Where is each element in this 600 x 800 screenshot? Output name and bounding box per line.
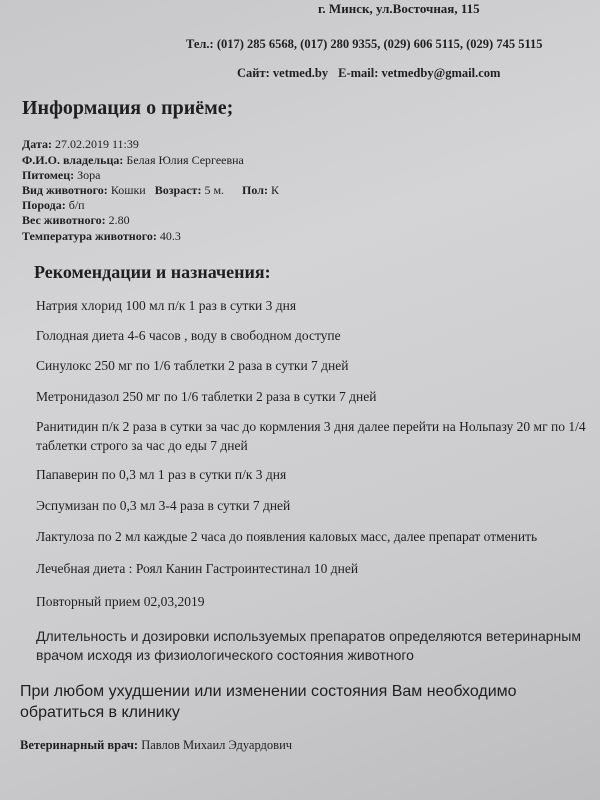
warning-notice: При любом ухудшении или изменении состояния Вам необходимо обратиться в клинику: [20, 683, 517, 721]
info-temperature: [22, 229, 181, 244]
dosage-note: Длительность и дозировки используемых препаратов определяются ветеринарным врачом исходя из физиологического состояния животного: [36, 628, 581, 663]
info-date: [22, 137, 139, 152]
recommendation-item: Голодная диета 4-6 часов , воду в свободном доступе: [36, 328, 341, 343]
sex-label: Пол:: [242, 183, 268, 197]
recommendations-heading: Рекомендации и назначения:: [34, 262, 271, 282]
page-title: Информация о приёме;: [22, 97, 234, 119]
pet-value: Зора: [77, 168, 101, 182]
weight-value: 2.80: [108, 213, 130, 227]
info-owner: [22, 153, 244, 168]
recommendation-item: Метронидазол 250 мг по 1/6 таблетки 2 раза в сутки 7 дней: [36, 389, 377, 404]
species-label: Вид животного:: [22, 183, 108, 197]
clinic-email: E-mail: vetmedby@gmail.com: [338, 66, 501, 80]
recommendation-item: Ранитидин п/к 2 раза в сутки за час до кормления 3 дня далее перейти на Нольпазу 20 мг по 1/4 таблетки строго за час до еды 7 дней: [36, 419, 586, 453]
info-species-row: [22, 183, 279, 198]
info-pet: [22, 168, 101, 183]
species-value: Кошки: [110, 183, 146, 197]
info-breed: [22, 198, 85, 213]
sex-value: К: [270, 183, 279, 197]
age-value: 5 м.: [204, 183, 225, 197]
recommendation-item: Лактулоза по 2 мл каждые 2 часа до появления каловых масс, далее препарат отменить: [36, 529, 538, 544]
recommendation-item: Папаверин по 0,3 мл 1 раз в сутки п/к 3 дня: [36, 467, 287, 482]
recommendation-item: Синулокс 250 мг по 1/6 таблетки 2 раза в сутки 7 дней: [36, 358, 349, 373]
temperature-label: Температура животного:: [22, 229, 157, 243]
date-label: Дата:: [22, 137, 52, 151]
age-label: Возраст:: [154, 183, 202, 197]
date-value: 27.02.2019 11:39: [54, 137, 139, 151]
temperature-value: 40.3: [159, 229, 181, 243]
breed-label: Порода:: [22, 198, 66, 212]
weight-label: Вес животного:: [22, 213, 106, 227]
clinic-address: г. Минск, ул.Восточная, 115: [318, 1, 480, 16]
clinic-phones: Тел.: (017) 285 6568, (017) 280 9355, (029) 606 5115, (029) 745 5115: [186, 37, 543, 51]
recommendation-item: Лечебная диета : Роял Канин Гастроинтестинал 10 дней: [36, 561, 359, 576]
owner-value: Белая Юлия Сергеевна: [126, 153, 244, 167]
owner-label: Ф.И.О. владельца:: [22, 153, 124, 167]
breed-value: б/п: [68, 198, 85, 212]
clinic-website: Сайт: vetmed.by: [237, 66, 329, 80]
pet-label: Питомец:: [22, 168, 75, 182]
recommendation-item: Эспумизан по 0,3 мл 3-4 раза в сутки 7 дней: [36, 498, 291, 513]
recommendation-item: Повторный прием 02,03,2019: [36, 594, 205, 609]
recommendation-item: Натрия хлорид 100 мл п/к 1 раз в сутки 3 дня: [36, 298, 297, 313]
doctor-name: Павлов Михаил Эдуардович: [141, 738, 293, 752]
info-weight: [22, 213, 130, 228]
doctor-label: Ветеринарный врач:: [20, 738, 139, 752]
doctor-signature-line: [20, 738, 292, 753]
clinic-contacts: [237, 66, 500, 81]
